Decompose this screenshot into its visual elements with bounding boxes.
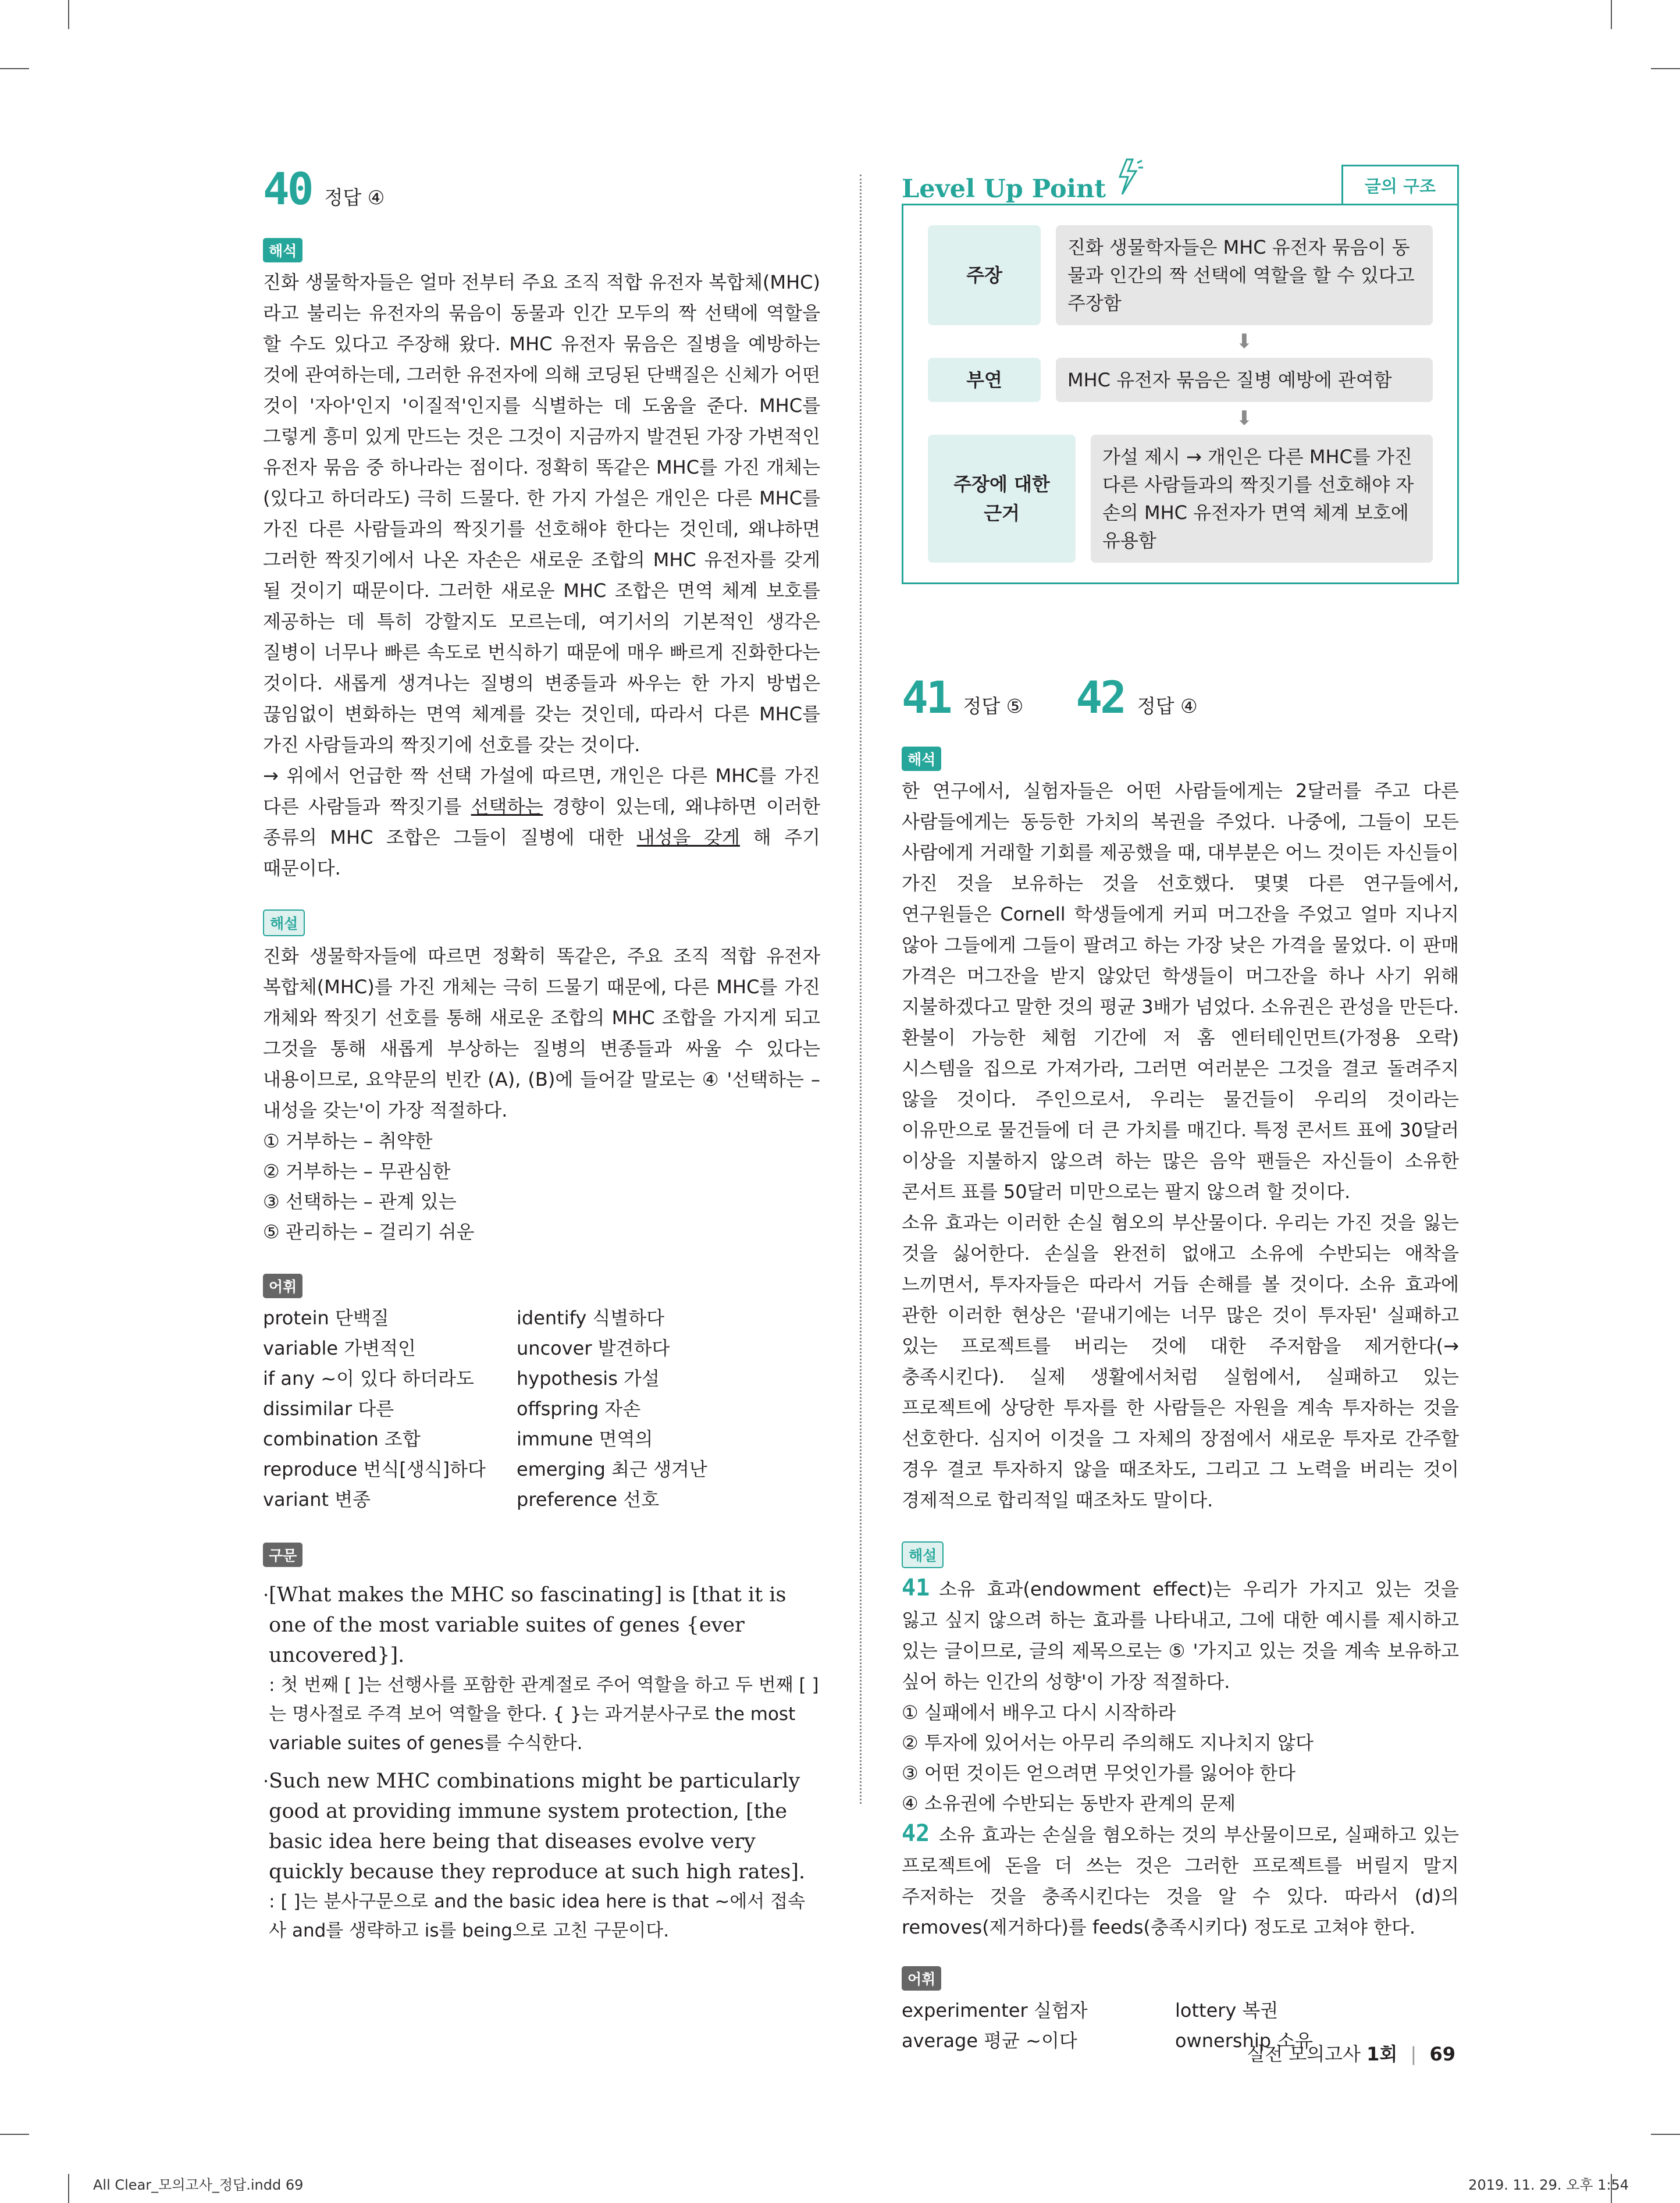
option-item: ⑤ 관리하는 – 걸리기 쉬운 [263,1221,475,1243]
bullet: · [263,1770,269,1792]
question-number: 40 [263,163,312,215]
vocab-item: hypothesis 가설 [517,1367,660,1390]
answer-label: 정답 ④ [324,186,385,209]
vocab-tag: 어휘 [902,1966,941,1991]
footer-round: 1회 [1366,2043,1398,2065]
question-number: 41 [902,671,951,723]
option-item: ④ 소유권에 수반되는 동반자 관계의 문제 [902,1792,1236,1814]
option-item: ① 거부하는 – 취약한 [263,1130,433,1152]
crop-mark [1651,68,1680,69]
structure-label: 부연 [928,358,1041,402]
vocab-item: immune 면역의 [517,1428,653,1450]
level-up-box [902,204,1459,584]
structure-tab: 글의 구조 [1341,165,1459,204]
structure-label: 주장 [928,225,1041,325]
bullet: · [263,1584,269,1606]
footer-series: 실전 모의고사 [1247,2043,1361,2065]
vocab-item: combination 조합 [263,1428,421,1450]
option-item: ② 투자에 있어서는 아무리 주의해도 지나치지 않다 [902,1732,1314,1754]
left-column [263,163,820,1945]
translation-tag: 해석 [263,238,302,262]
vocab-item: if any ~이 있다 하더라도 [263,1367,474,1390]
grammar-section [263,1580,820,1945]
grammar-note: : 첫 번째 [ ]는 선행사를 포함한 관계절로 주어 역할을 하고 두 번째 [ ]는 명사절로 주격 보어 역할을 한다. { }는 과거분사구로 the most variable suites of genes를 수식한다. [269,1675,819,1754]
lightning-icon [1109,157,1144,198]
vocab-item: uncover 발견하다 [517,1337,670,1359]
vocab-item: variable 가변적인 [263,1337,416,1359]
explanation-41: 41 소유 효과(endowment effect)는 우리가 가지고 있는 것을 잃고 싶지 않으려 하는 효과를 나타내고, 그에 대한 예시를 제시하고 있는 글이므로, 글의 제목으로는 ⑤ '가지고 있는 것을 계속 보유하고 싶어 하는 인간의 성향'이 가장 적절하다. [902,1575,1459,1693]
question-41-42-header [902,671,1459,723]
vocab-item: experimenter 실험자 [902,1999,1088,2021]
crop-mark [0,68,29,69]
explanation-text: 진화 생물학자들에 따르면 정확히 똑같은, 주요 조직 적합 유전자 복합체(MHC)를 가진 개체는 극히 드물기 때문에, 다른 MHC를 가진 개체와 짝짓기 선호를 통해 새로운 조합의 MHC 조합을 가지게 되고 그것을 통해 새롭게 부상하는 질병의 변종들과 싸울 수 있다는 내용이므로, 요약문의 빈칸 (A), (B)에 들어갈 말로는 ④ '선택하는 – 내성을 갖는'이 가장 적절하다. [263,945,820,1121]
vocab-item: reproduce 번식[생식]하다 [263,1458,486,1480]
structure-row [928,225,1433,325]
vocab-item: emerging 최근 생겨난 [517,1458,707,1480]
answer-label: 정답 ⑤ [963,695,1024,717]
structure-row [928,435,1433,563]
explanation-tag: 해설 [902,1541,944,1568]
grammar-item [263,1580,820,1758]
question-number: 42 [902,1820,930,1847]
question-40-header [263,163,820,215]
vocab-item: average 평균 ~이다 [902,2030,1077,2052]
structure-content: 진화 생물학자들은 MHC 유전자 묶음이 동물과 인간의 짝 선택에 역할을 할 수 있다고 주장함 [1056,225,1433,325]
vocab-item: variant 변종 [263,1488,371,1511]
level-up-header [902,156,1459,204]
vocab-item: ownership 소유 [1175,2030,1314,2052]
translation-text: 진화 생물학자들은 얼마 전부터 주요 조직 적합 유전자 복합체(MHC)라고 불리는 유전자의 묶음이 동물과 인간 모두의 짝 선택에 역할을 할 수도 있다고 주장해 왔다. MHC 유전자 묶음은 질병을 예방하는 것에 관여하는데, 그러한 유전자에 의해 코딩된 단백질은 신체가 어떤 것이 '자아'인지 '이질적'인지를 식별하는 데 도움을 준다. MHC를 그렇게 흥미 있게 만드는 것은 그것이 지금까지 발견된 가장 가변적인 유전자 묶음 중 하나라는 점이다. 정확히 똑같은 MHC를 가진 개체는 (있다고 하더라도) 극히 드물다. 한 가지 가설은 개인은 다른 MHC를 가진 다른 사람들과의 짝짓기를 선호해야 한다는 것인데, 왜냐하면 그러한 짝짓기에서 나온 자손은 새로운 조합의 MHC 유전자를 갖게 될 것이기 때문이다. 그러한 새로운 MHC 조합은 면역 체계 보호를 제공하는 데 특히 강할지도 모르는데, 여기서의 기본적인 생각은 질병이 너무나 빠른 속도로 번식하기 때문에 매우 빠르게 진화한다는 것이다. 새롭게 생겨나는 질병의 변종들과 싸우는 한 가지 방법은 끊임없이 변화하는 면역 체계를 갖는 것인데, 따라서 다른 MHC를 가진 사람들과의 짝짓기에 선호를 갖는 것이다. [263,271,820,756]
explanation-42: 42 소유 효과는 손실을 혐오하는 것의 부산물이므로, 실패하고 있는 프로젝트에 돈을 더 쓰는 것은 그러한 프로젝트를 버릴지 말지 주저하는 것을 충족시킨다는 것을 알 수 있다. 따라서 (d)의 removes(제거하다)를 feeds(충족시키다) 정도로 고쳐야 한다. [902,1820,1459,1938]
vocab-item: lottery 복권 [1175,1999,1279,2021]
option-list [902,1697,1459,1818]
translation-text: 한 연구에서, 실험자들은 어떤 사람들에게는 2달러를 주고 다른 사람들에게는 동등한 가치의 복권을 주었다. 나중에, 그들이 모든 사람에게 거래할 기회를 제공했을 때, 대부분은 어느 것이든 자신들이 가진 것을 보유하는 것을 선호했다. 몇몇 다른 연구들에서, 연구원들은 Cornell 학생들에게 커피 머그잔을 주었고 얼마 지나지 않아 그들에게 그들이 팔려고 하는 가장 낮은 가격을 물었다. 이 판매 가격은 머그잔을 받지 않았던 학생들이 머그잔을 하나 사기 위해 지불하겠다고 말한 것의 평균 3배가 넘었다. 소유권은 관성을 만든다. 환불이 가능한 체험 기간에 저 홈 엔터테인먼트(가정용 오락) 시스템을 집으로 가져가라, 그러면 여러분은 그것을 결코 돌려주지 않을 것이다. 주인으로서, 우리는 물건들이 우리의 것이라는 이유만으로 물건들에 더 큰 가치를 매긴다. 특정 콘서트 표에 30달러 이상을 지불하지 않으려 하는 많은 음악 팬들은 자신들이 소유한 콘서트 표를 50달러 미만으로는 팔지 않으려 할 것이다. [902,780,1459,1203]
crop-mark [68,2174,69,2203]
structure-label: 주장에 대한 근거 [928,435,1076,563]
explanation-tag: 해설 [263,909,305,936]
footer-separator: | [1410,2043,1417,2065]
grammar-sentence: Such new MHC combinations might be particularly good at providing immune system protection, [the basic idea here being that diseases evolve very quickly because they reproduce at such high rates]. [269,1769,806,1884]
underlined-word: 내성을 갖게 [636,826,740,848]
vocab-list [263,1303,820,1515]
underlined-word: 선택하는 [471,795,543,818]
grammar-tag: 구문 [263,1543,302,1567]
crop-mark [1651,2134,1680,2135]
option-item: ③ 선택하는 – 관계 있는 [263,1191,457,1213]
summary-text: → 위에서 언급한 짝 선택 가설에 따르면, 개인은 다른 MHC를 가진 다른 사람들과 짝짓기를 선택하는 경향이 있는데, 왜냐하면 이러한 종류의 MHC 조합은 그들이 질병에 대한 내성을 갖게 해 주기 때문이다. [263,765,821,879]
translation-tag: 해석 [902,747,941,771]
option-item: ② 거부하는 – 무관심한 [263,1160,451,1182]
vocab-item: dissimilar 다른 [263,1398,394,1420]
translation-text: 소유 효과는 이러한 손실 혐오의 부산물이다. 우리는 가진 것을 잃는 것을 싫어한다. 손실을 완전히 없애고 소유에 수반되는 애착을 느끼면서, 투자자들은 따라서 거듭 손해를 볼 것이다. 소유 효과에 관한 이러한 현상은 '끝내기에는 너무 많은 것이 투자된' 실패하고 있는 프로젝트를 버리는 것에 대한 주저함을 제거한다(→ 충족시킨다). 실제 생활에서처럼 실험에서, 실패하고 있는 프로젝트에 상당한 투자를 한 사람들은 자원을 계속 투자하는 것을 선호한다. 심지어 이것을 그 자체의 장점에서 새로운 투자로 간주할 경우 결코 투자하지 않을 때조차도, 그리고 그 노력을 버리는 것이 경제적으로 합리적일 때조차도 말이다. [902,1211,1459,1511]
right-column [902,156,1459,2065]
answer-label: 정답 ④ [1137,695,1198,717]
vocab-item: identify 식별하다 [517,1307,665,1329]
vocab-item: offspring 자손 [517,1398,641,1420]
crop-mark [68,0,69,29]
option-list [263,1126,820,1247]
option-item: ③ 어떤 것이든 얻으려면 무엇인가를 잃어야 한다 [902,1762,1296,1784]
structure-row [928,358,1433,402]
structure-content: 가설 제시 → 개인은 다른 MHC를 가진 다른 사람들과의 짝짓기를 선호해야 자손의 MHC 유전자가 면역 체계 보호에 유용함 [1091,435,1433,563]
vocab-item: preference 선호 [517,1488,660,1511]
question-number: 41 [902,1575,930,1601]
level-up-title: Level Up Point [902,175,1106,204]
crop-mark [1611,0,1612,29]
page-footer [1247,2039,1455,2066]
crop-mark [0,2134,29,2135]
vocab-tag: 어휘 [263,1274,302,1298]
vocab-item: protein 단백질 [263,1307,389,1329]
column-divider [860,175,862,1804]
grammar-item [263,1766,820,1945]
structure-content: MHC 유전자 묶음은 질병 예방에 관여함 [1056,358,1433,402]
arrow-down-icon: ⬇ [1236,330,1253,353]
option-item: ① 실패에서 배우고 다시 시작하라 [902,1701,1176,1724]
slug-date: 2019. 11. 29. 오후 1:54 [1468,2177,1629,2193]
arrow-down-icon: ⬇ [1236,407,1253,430]
grammar-sentence: [What makes the MHC so fascinating] is [that it is one of the most variable suites of genes {ever uncovered}]. [269,1583,786,1667]
question-number: 42 [1076,671,1124,723]
slug-filename: All Clear_모의고사_정답.indd 69 [93,2177,304,2193]
page-number: 69 [1429,2043,1455,2065]
grammar-note: : [ ]는 분사구문으로 and the basic idea here is that ~에서 접속사 and를 생략하고 is를 being으로 고친 구문이다. [269,1891,806,1941]
